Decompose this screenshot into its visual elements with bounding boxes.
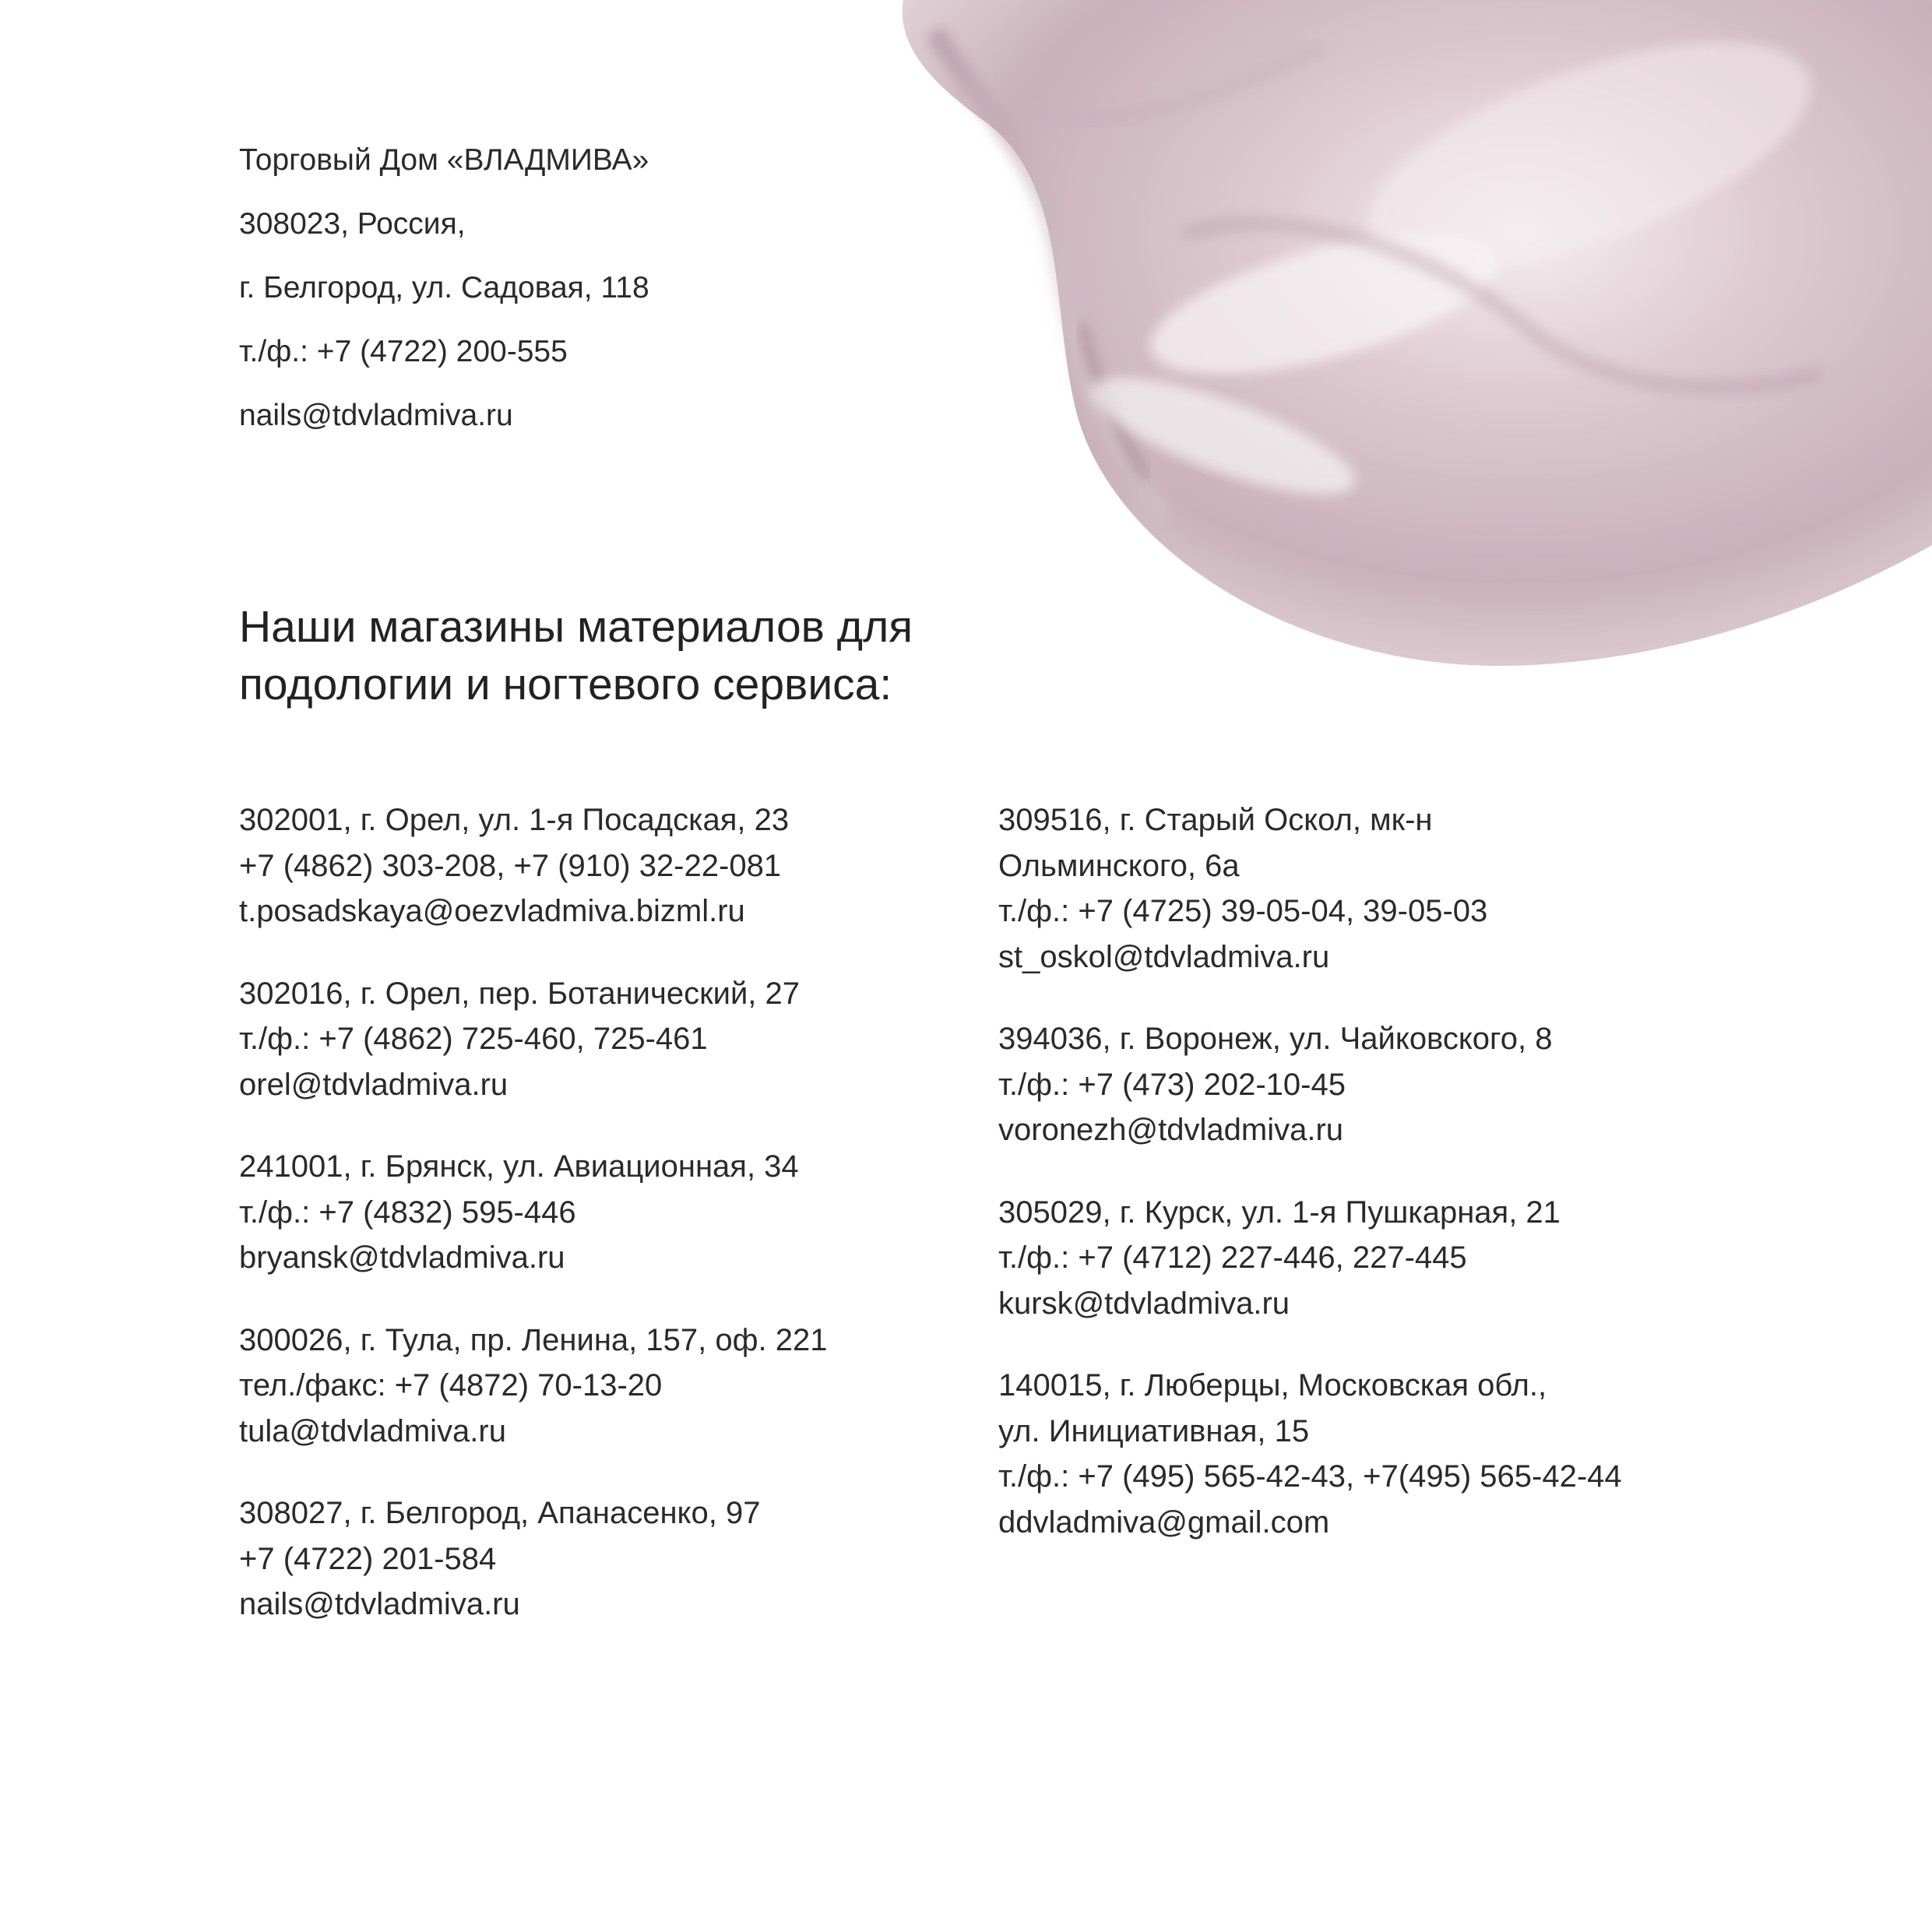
store-address: 305029, г. Курск, ул. 1-я Пушкарная, 21: [998, 1195, 1561, 1230]
store-card: [239, 797, 827, 934]
store-address: 309516, г. Старый Оскол, мк-н: [998, 803, 1433, 837]
store-email[interactable]: kursk@tdvladmiva.ru: [998, 1286, 1290, 1321]
store-card: [998, 1190, 1622, 1327]
store-phone: тел./факс: +7 (4872) 70-13-20: [239, 1368, 663, 1402]
store-card: [998, 797, 1622, 980]
headquarters-contacts: [239, 128, 649, 448]
store-email[interactable]: tula@tdvladmiva.ru: [239, 1413, 506, 1448]
store-email[interactable]: st_oskol@tdvladmiva.ru: [998, 939, 1330, 974]
store-phone: т./ф.: +7 (495) 565-42-43, +7(495) 565-42-44: [998, 1459, 1622, 1494]
store-card: [239, 971, 827, 1108]
store-card: [239, 1318, 827, 1455]
store-phone: т./ф.: +7 (4862) 725-460, 725-461: [239, 1022, 708, 1056]
stores-right-column: [998, 797, 1622, 1582]
store-phone: т./ф.: +7 (4712) 227-446, 227-445: [998, 1240, 1467, 1275]
stores-heading-line-2: подологии и ногтевого сервиса:: [239, 660, 892, 709]
store-phone: т./ф.: +7 (4725) 39-05-04, 39-05-03: [998, 894, 1488, 928]
store-phone: т./ф.: +7 (4832) 595-446: [239, 1195, 576, 1230]
store-address: 300026, г. Тула, пр. Ленина, 157, оф. 221: [239, 1322, 828, 1357]
stores-heading-line-1: Наши магазины материалов для: [239, 602, 913, 652]
store-email[interactable]: ddvladmiva@gmail.com: [998, 1504, 1330, 1540]
store-address: 302001, г. Орел, ул. 1-я Посадская, 23: [239, 803, 790, 837]
store-email[interactable]: t.posadskaya@oezvladmiva.bizml.ru: [239, 894, 745, 928]
store-phone: +7 (4862) 303-208, +7 (910) 32-22-081: [239, 848, 782, 883]
store-phone: т./ф.: +7 (473) 202-10-45: [998, 1067, 1346, 1102]
store-phone: +7 (4722) 201-584: [239, 1541, 497, 1576]
store-address-cont: ул. Инициативная, 15: [998, 1413, 1310, 1448]
store-address: 302016, г. Орел, пер. Ботанический, 27: [239, 976, 801, 1011]
stores-heading: [239, 598, 1096, 713]
store-card: [239, 1490, 827, 1628]
store-address: 394036, г. Воронеж, ул. Чайковского, 8: [998, 1022, 1553, 1056]
store-card: [998, 1016, 1622, 1153]
hq-address: г. Белгород, ул. Садовая, 118: [239, 271, 649, 304]
store-address: 241001, г. Брянск, ул. Авиационная, 34: [239, 1149, 799, 1184]
store-card: [998, 1363, 1622, 1545]
store-address: 140015, г. Люберцы, Московская обл.,: [998, 1368, 1547, 1402]
gel-swirl-image: [888, 0, 1932, 677]
company-name: Торговый Дом «ВЛАДМИВА»: [239, 143, 649, 177]
store-email[interactable]: voronezh@tdvladmiva.ru: [998, 1113, 1344, 1147]
hq-phone: т./ф.: +7 (4722) 200-555: [239, 335, 568, 368]
stores-left-column: [239, 797, 827, 1664]
store-card: [239, 1144, 827, 1281]
store-email[interactable]: orel@tdvladmiva.ru: [239, 1067, 509, 1102]
hq-email[interactable]: nails@tdvladmiva.ru: [239, 399, 513, 432]
hq-postcode-country: 308023, Россия,: [239, 207, 466, 241]
store-email[interactable]: bryansk@tdvladmiva.ru: [239, 1240, 565, 1275]
store-address-cont: Ольминского, 6а: [998, 848, 1240, 883]
store-email[interactable]: nails@tdvladmiva.ru: [239, 1587, 520, 1621]
store-address: 308027, г. Белгород, Апанасенко, 97: [239, 1496, 761, 1530]
